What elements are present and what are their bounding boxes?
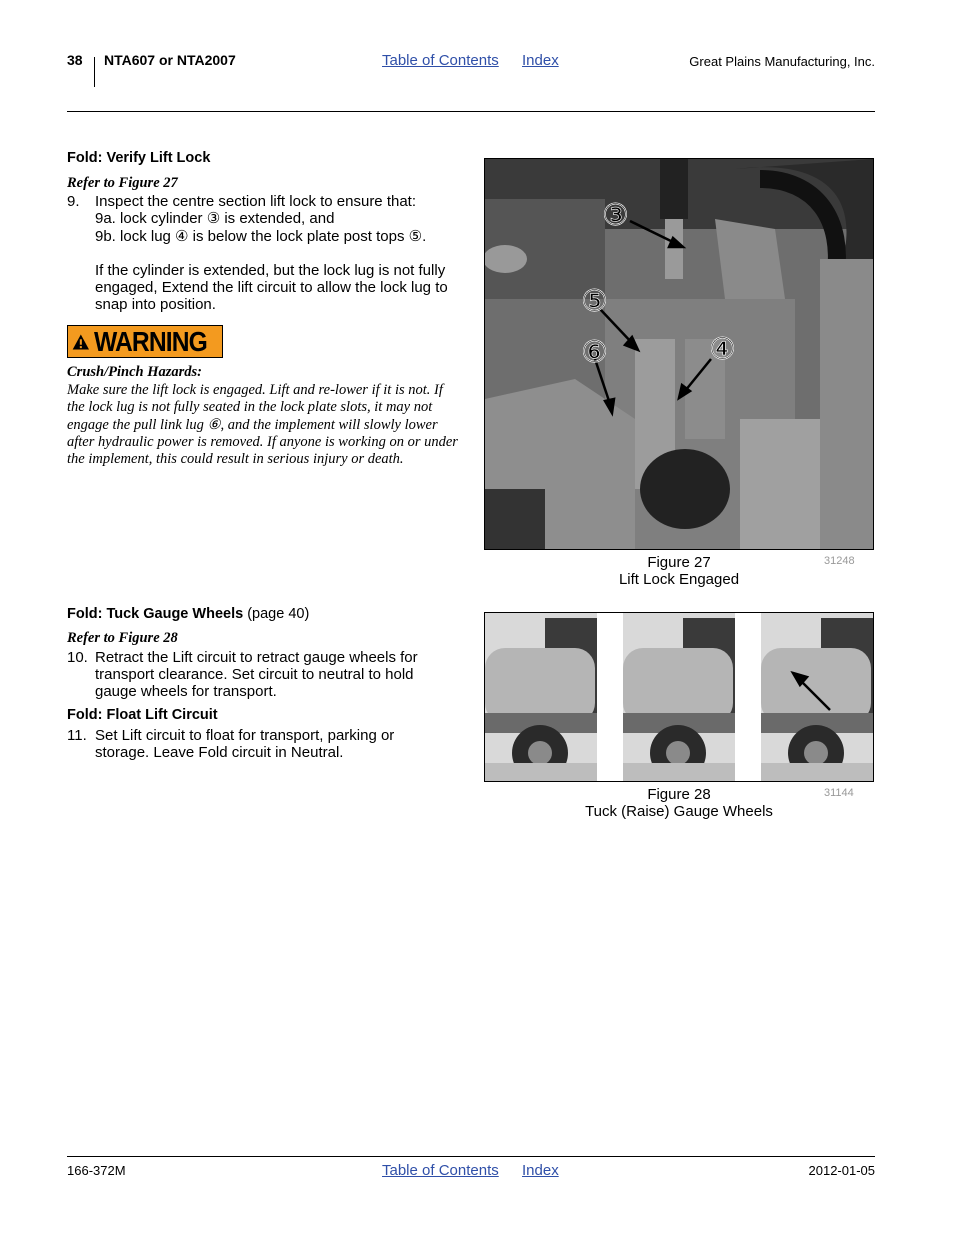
substep-a: 9a. lock cylinder ③ is extended, and (95, 210, 335, 227)
warning-text: WARNING (93, 325, 207, 357)
header-rule (67, 111, 875, 112)
step-text: Inspect the centre section lift lock to ensure that: (95, 193, 417, 210)
hazard-title: Crush/Pinch Hazards: (67, 364, 202, 380)
step-text: Set Lift circuit to float for transport, parking or storage. Leave Fold circuit in Neutral. (95, 727, 395, 761)
document-number: 166-372M (67, 1163, 126, 1178)
figure-reference: Refer to Figure 27 (67, 175, 178, 191)
warning-triangle-icon (72, 330, 90, 354)
section-heading-tuck-gauge-wheels (67, 606, 309, 622)
company-name: Great Plains Manufacturing, Inc. (689, 54, 875, 69)
step-number: 11. (67, 727, 87, 744)
tuck-heading-text: Fold: Tuck Gauge Wheels (67, 606, 244, 622)
document-date: 2012-01-05 (808, 1163, 875, 1178)
callout-3: ③ (602, 198, 629, 233)
step-text: Retract the Lift circuit to retract gauge wheels for transport clearance. Set circuit to neutral to hold gauge wheels for transport. (95, 649, 418, 700)
header-index-link[interactable]: Index (522, 52, 559, 69)
footer-index-link[interactable]: Index (522, 1162, 559, 1179)
figure-28-id: 31144 (824, 787, 854, 799)
figure-28-photo (484, 612, 874, 782)
header-divider (94, 57, 95, 87)
callout-4: ④ (709, 332, 736, 367)
footer-toc-link[interactable]: Table of Contents (382, 1162, 499, 1179)
figure-28-caption (484, 786, 874, 820)
tuck-heading-page: (page 40) (247, 606, 310, 622)
page-number: 38 (67, 52, 83, 68)
callout-5: ⑤ (581, 284, 608, 319)
substep-b: 9b. lock lug ④ is below the lock plate post tops ⑤. (95, 228, 427, 245)
step-number: 10. (67, 649, 88, 666)
step-note: If the cylinder is extended, but the lock lug is not fully engaged, Extend the lift circuit to allow the lock lug to snap into position. (95, 262, 448, 313)
step-number: 9. (67, 193, 80, 210)
figure-27-id: 31248 (824, 555, 855, 567)
section-heading-float-lift-circuit: Fold: Float Lift Circuit (67, 707, 218, 723)
header-toc-link[interactable]: Table of Contents (382, 52, 499, 69)
warning-label (67, 325, 223, 358)
figure-27-title: Lift Lock Engaged (618, 571, 740, 588)
figure-28-number: Figure 28 (647, 786, 711, 803)
figure-reference: Refer to Figure 28 (67, 630, 178, 646)
section-heading-verify-lift-lock: Fold: Verify Lift Lock (67, 150, 211, 166)
figure-27-photo (484, 158, 874, 550)
document-title: NTA607 or NTA2007 (104, 52, 236, 68)
figure-28-title: Tuck (Raise) Gauge Wheels (585, 803, 773, 820)
footer-rule (67, 1156, 875, 1157)
figure-27-number: Figure 27 (647, 554, 711, 571)
callout-6: ⑥ (581, 335, 608, 370)
hazard-body: Make sure the lift lock is engaged. Lift and re-lower if it is not. If the lock lug is not fully seated in the lock plate slots, it may not engage the pull link lug ⑥, and the implement will slowly lower after hydraulic power is removed. If anyone is working on or under the implement, this could result in serious injury or death. (67, 382, 458, 468)
figure-27-caption (484, 554, 874, 588)
